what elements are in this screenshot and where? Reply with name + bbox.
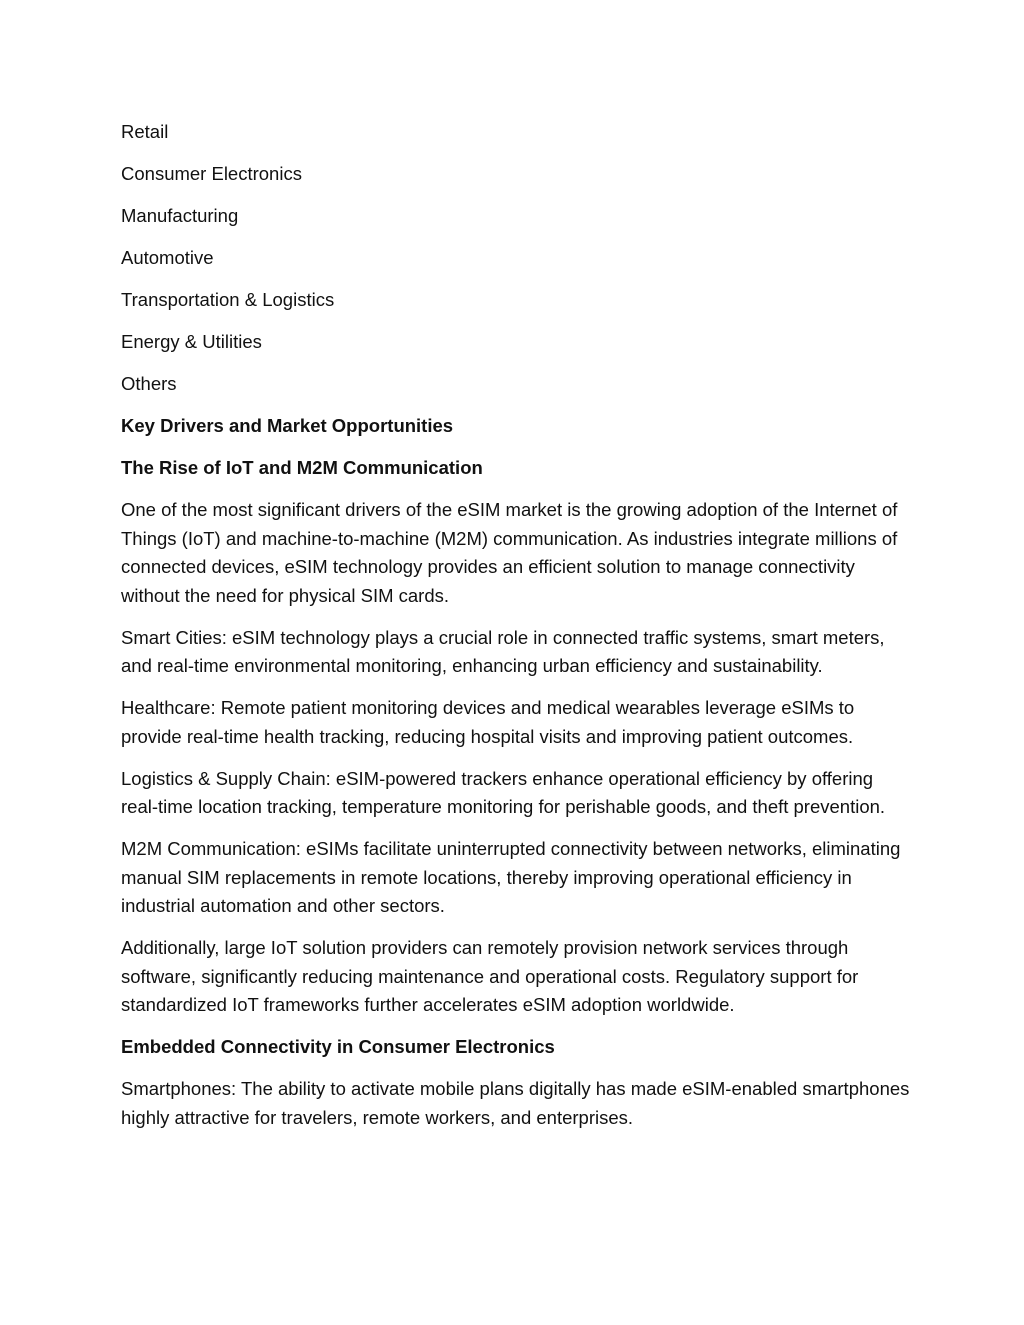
paragraph-smart-cities: Smart Cities: eSIM technology plays a crucial role in connected traffic systems, smart meters, and real-time environmental monitoring, enhancing urban efficiency and sustainability. [121, 626, 885, 676]
segment-item-others: Others [121, 373, 177, 394]
segment-item-retail: Retail [121, 121, 169, 142]
section-heading: Key Drivers and Market Opportunities [121, 415, 454, 436]
paragraph-additionally: Additionally, large IoT solution providers can remotely provision network services through software, significantly reducing maintenance and operational costs. Regulatory support for standardized IoT frameworks further accelerates eSIM adoption worldwide. [121, 937, 859, 1015]
subsection-heading-consumer-electronics: Embedded Connectivity in Consumer Electronics [121, 1036, 555, 1057]
page-content [121, 118, 911, 1146]
segment-item-consumer-electronics: Consumer Electronics [121, 163, 302, 184]
segment-list [121, 118, 911, 399]
subsection-heading-iot: The Rise of IoT and M2M Communication [121, 457, 483, 478]
segment-item-transportation-logistics: Transportation & Logistics [121, 289, 335, 310]
segment-item-energy-utilities: Energy & Utilities [121, 331, 262, 352]
paragraph-iot-intro: One of the most significant drivers of the eSIM market is the growing adoption of the Internet of Things (IoT) and machine-to-machine (M2M) communication. As industries integrate millions of connected devices, eSIM technology provides an efficient solution to manage connectivity without the need for physical SIM cards. [121, 499, 898, 606]
segment-item-manufacturing: Manufacturing [121, 205, 239, 226]
paragraph-healthcare: Healthcare: Remote patient monitoring devices and medical wearables leverage eSIMs to provide real-time health tracking, reducing hospital visits and improving patient outcomes. [121, 697, 855, 747]
paragraph-m2m-communication: M2M Communication: eSIMs facilitate uninterrupted connectivity between networks, eliminating manual SIM replacements in remote locations, thereby improving operational efficiency in industrial automation and other sectors. [121, 838, 901, 916]
segment-item-automotive: Automotive [121, 247, 214, 268]
paragraph-logistics-supply-chain: Logistics & Supply Chain: eSIM-powered trackers enhance operational efficiency by offering real-time location tracking, temperature monitoring for perishable goods, and theft prevention. [121, 767, 886, 817]
paragraph-smartphones: Smartphones: The ability to activate mobile plans digitally has made eSIM-enabled smartphones highly attractive for travelers, remote workers, and enterprises. [121, 1078, 910, 1128]
